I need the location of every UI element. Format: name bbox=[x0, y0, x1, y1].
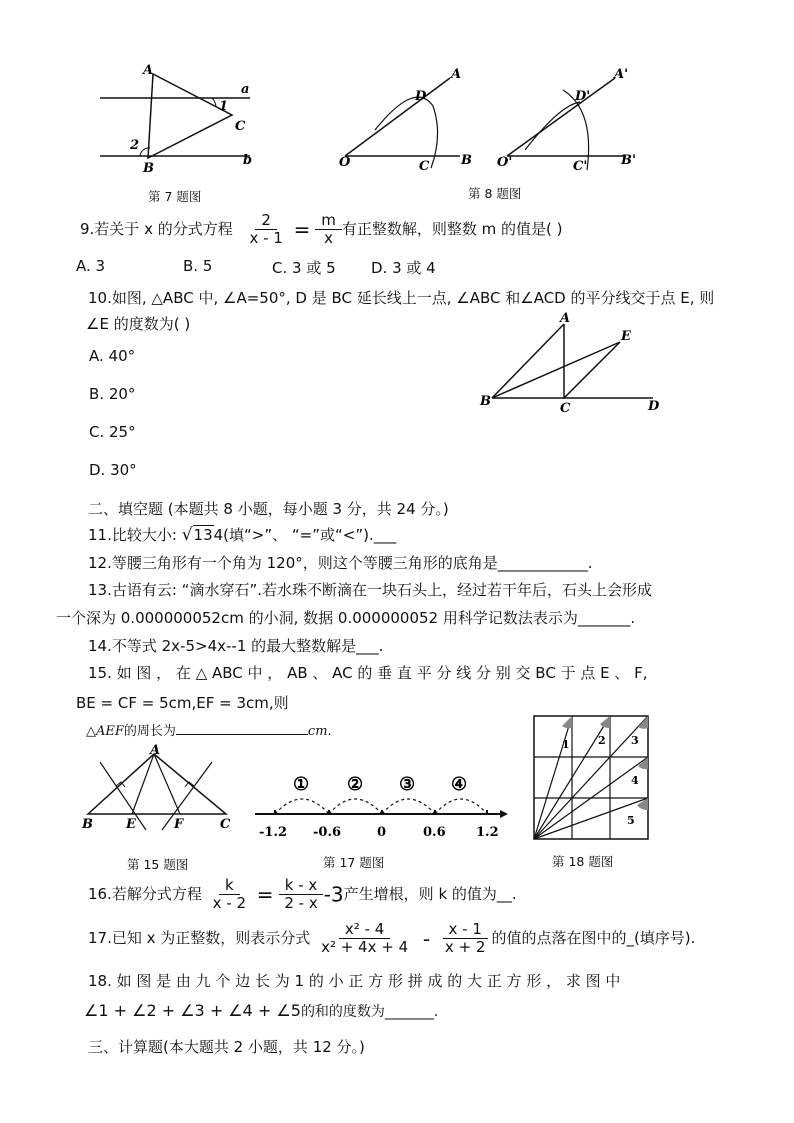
q15-answer-blank[interactable] bbox=[176, 720, 308, 735]
question-17: 17.已知 x 为正整数，则表示分式 $\frac{\text{x² - 4}}{\text{x² + 4x + 4}}$ - $\frac{x - 1}{x + 2}$ 的值的点落在图中的_(填序号). bbox=[88, 920, 696, 956]
svg-text:A': A' bbox=[614, 67, 629, 82]
svg-text:-1.2: -1.2 bbox=[259, 825, 288, 840]
q13-line-2: 一个深为 0.000000052cm 的小洞, 数据 0.000000052 用科学记数法表示为_______. bbox=[56, 609, 636, 627]
figure-7-caption: 第 7 题图 bbox=[148, 189, 202, 204]
label-a: a bbox=[241, 82, 250, 97]
svg-text:C: C bbox=[419, 159, 430, 174]
q10-option-d: D. 30° bbox=[89, 461, 137, 479]
q9-fraction-1: $\frac{2}{x - 1}$ bbox=[249, 211, 283, 247]
svg-text:B: B bbox=[82, 817, 93, 832]
svg-text:A: A bbox=[150, 743, 161, 758]
svg-text:B': B' bbox=[621, 153, 636, 168]
q9-suffix: 有正整数解，则整数 m 的值是( ) bbox=[341, 220, 563, 238]
svg-text:F: F bbox=[174, 817, 184, 832]
label-2: 2 bbox=[130, 138, 140, 153]
q18-line-2: ∠1 + ∠2 + ∠3 + ∠4 + ∠5的和的度数为_______. bbox=[84, 1001, 439, 1020]
q16-fraction-2: $\frac{k - x}{2 - x}$ bbox=[278, 877, 323, 912]
q16-fraction-1: $\frac{k}{x - 2}$ bbox=[212, 876, 247, 912]
svg-text:1.2: 1.2 bbox=[476, 825, 499, 840]
q10-option-b: B. 20° bbox=[89, 385, 136, 403]
q15-line-1: 15. 如 图 ， 在 △ ABC 中 ， AB 、 AC 的 垂 直 平 分 线 分 别 交 BC 于 点 E 、 F, bbox=[88, 664, 648, 682]
q10-option-c: C. 25° bbox=[89, 423, 136, 441]
figure-15-caption: 第 15 题图 bbox=[127, 857, 189, 872]
svg-text:5: 5 bbox=[627, 814, 635, 827]
section-3-heading: 三、计算题(本大题共 2 小题，共 12 分。) bbox=[88, 1038, 365, 1056]
svg-text:O': O' bbox=[497, 155, 513, 170]
figure-7-diagram bbox=[95, 60, 275, 175]
svg-text:3: 3 bbox=[631, 734, 639, 747]
svg-text:O: O bbox=[339, 155, 351, 170]
q9-equals: = bbox=[293, 217, 311, 242]
q17-fraction-2: $\frac{x - 1}{x + 2}$ bbox=[439, 921, 492, 956]
question-11: 11.比较大小: √134(填“>”、 “=”或“<”).___ bbox=[88, 525, 397, 545]
svg-text:②: ② bbox=[347, 774, 364, 795]
svg-text:0: 0 bbox=[377, 825, 387, 840]
q9-option-c: C. 3 或 5 bbox=[272, 259, 336, 277]
svg-text:C: C bbox=[560, 401, 571, 416]
q10-option-a: A. 40° bbox=[89, 347, 136, 365]
q9-option-d: D. 3 或 4 bbox=[371, 259, 436, 277]
figure-8-caption: 第 8 题图 bbox=[468, 186, 522, 201]
svg-text:①: ① bbox=[293, 774, 310, 795]
q9-option-a: A. 3 bbox=[76, 257, 106, 275]
svg-text:A: A bbox=[560, 311, 571, 326]
figure-18-caption: 第 18 题图 bbox=[552, 854, 614, 869]
section-2-heading: 二、填空题 (本题共 8 小题，每小题 3 分，共 24 分。) bbox=[88, 500, 449, 518]
figure-17-number-line bbox=[255, 770, 510, 840]
figure-18-grid bbox=[532, 714, 652, 842]
q18-line-1: 18. 如 图 是 由 九 个 边 长 为 1 的 小 正 方 形 拼 成 的 大 正 方 形 ， 求 图 中 bbox=[88, 972, 621, 990]
svg-text:D: D bbox=[415, 89, 427, 104]
svg-text:D: D bbox=[648, 399, 660, 414]
label-A: A bbox=[143, 63, 154, 78]
svg-text:0.6: 0.6 bbox=[423, 825, 446, 840]
svg-text:B: B bbox=[480, 394, 491, 409]
svg-text:B: B bbox=[461, 153, 472, 168]
svg-text:③: ③ bbox=[399, 774, 416, 795]
svg-text:D': D' bbox=[575, 89, 591, 104]
q15-line-3: △AEF的周长为 cm. bbox=[86, 720, 332, 739]
question-9 bbox=[80, 212, 562, 247]
q15-line-2: BE = CF = 5cm,EF = 3cm,则 bbox=[76, 694, 289, 712]
svg-text:4: 4 bbox=[631, 774, 639, 787]
figure-15-diagram bbox=[80, 743, 240, 832]
svg-text:A: A bbox=[451, 67, 462, 82]
question-14: 14.不等式 2x-5>4x--1 的最大整数解是___. bbox=[88, 637, 384, 655]
label-B: B bbox=[143, 161, 154, 176]
q13-line-1: 13.古语有云: “滴水穿石”.若水珠不断滴在一块石头上，经过若干年后，石头上会形成 bbox=[88, 581, 652, 599]
figure-10-diagram bbox=[478, 310, 678, 415]
triangle-abc bbox=[148, 74, 232, 158]
figure-8-diagram bbox=[335, 60, 645, 180]
svg-text:2: 2 bbox=[598, 734, 606, 747]
svg-text:1: 1 bbox=[562, 738, 570, 751]
q9-option-b: B. 5 bbox=[183, 257, 213, 275]
q10-line-2: ∠E 的度数为( ) bbox=[86, 315, 191, 333]
q10-line-1: 10.如图, △ABC 中, ∠A=50°, D 是 BC 延长线上一点, ∠ABC 和∠ACD 的平分线交于点 E, 则 bbox=[88, 289, 715, 307]
figure-17-caption: 第 17 题图 bbox=[323, 855, 385, 870]
svg-text:C: C bbox=[220, 817, 231, 832]
q17-fraction-1: $\frac{\text{x² - 4}}{\text{x² + 4x + 4}}$ bbox=[321, 920, 409, 956]
q9-prefix: 9.若关于 x 的分式方程 bbox=[80, 220, 233, 238]
question-12: 12.等腰三角形有一个角为 120°，则这个等腰三角形的底角是____________. bbox=[88, 554, 593, 572]
svg-text:-0.6: -0.6 bbox=[313, 825, 342, 840]
svg-text:E: E bbox=[621, 329, 631, 344]
question-16: 16.若解分式方程 $\frac{k}{x - 2}$ = $\frac{k - x}{2 - x}$ -3产生增根，则 k 的值为__. bbox=[88, 876, 517, 912]
q9-fraction-2: $\frac{m}{x}$ bbox=[315, 212, 342, 247]
svg-text:E: E bbox=[126, 817, 136, 832]
label-b: b bbox=[243, 153, 253, 168]
svg-text:④: ④ bbox=[451, 774, 468, 795]
label-1: 1 bbox=[219, 99, 229, 114]
svg-text:C': C' bbox=[573, 159, 588, 174]
label-C: C bbox=[235, 119, 246, 134]
